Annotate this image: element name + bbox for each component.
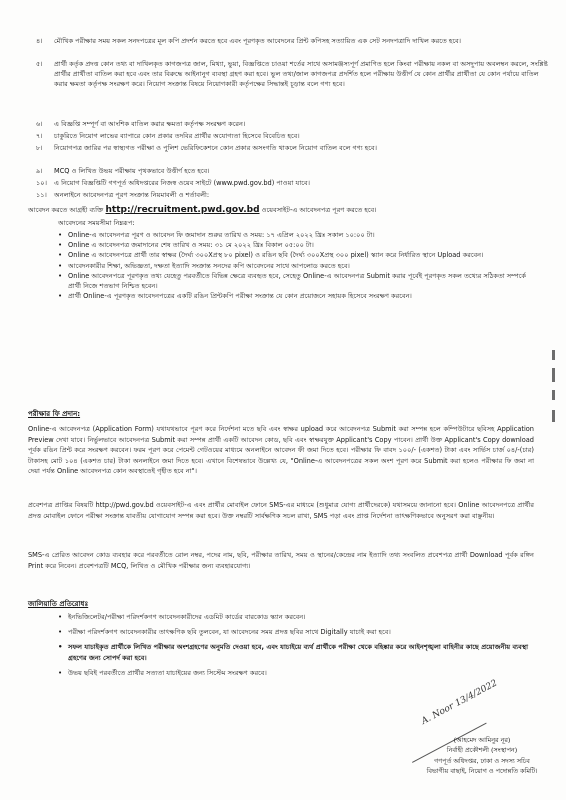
signatory-office: গণপূর্ত অধিদপ্তর, ঢাকা ও সদস্য সচিব: [434, 756, 530, 765]
bullet-text: সফল যাচাইকৃত প্রার্থীকে লিখিত পরীক্ষার অংশগ্রহণের অনুমতি দেওয়া হবে, এবং যাচাইয়ে ব্যর্থ প্রার্থীকে পরীক্ষা থেকে বহিষ্কার করে আইনশৃঙ্খলা বাহিনীর কাছে প্রয়োজনীয় ব্যবস্থা গ্রহণের জন্য সোপর্দ করা হবে।: [68, 643, 529, 662]
list-item: [58, 291, 528, 301]
bullet-icon: •: [58, 251, 63, 260]
list-item: [58, 612, 528, 622]
bullet-icon: •: [58, 628, 63, 637]
fraud-heading: জালিয়াতি প্রতিরোধঃ: [28, 600, 89, 608]
item-number: ৮।: [36, 144, 43, 152]
signature-initials: A. Noor: [420, 701, 456, 727]
list-item: [28, 143, 554, 166]
margin-mark: [552, 350, 555, 360]
list-item: [58, 240, 528, 250]
item-number: ১০।: [36, 179, 47, 187]
fee-paragraph: Online-এ আবেদনপত্র (Application Form) যথাযথভাবে পূরণ করে নির্দেশনা মতে ছবি এবং স্বাক্ষর upload করে আবেদনপত্র Submit করা সম্পন্ন হলে কম্পিউটারে ছবিসহ Application Preview দেখা যাবে। নির্ভুলভাবে আবেদনপত্র Submit করা সম্পন্ন প্রার্থী একটি আবেদন কোড, ছবি এবং স্বাক্ষরযুক্ত Applicant's Copy পাবেন। প্রার্থী উক্ত Applicant's Copy download পূর্বক রঙিন প্রিন্ট করে সংরক্ষণ করবেন। ফরম পূরণ করে পেমেন্ট গেটওয়ের মাধ্যমে অনলাইনে আবেদন ফী জমা দিতে হবে। পরীক্ষার ফি বাবদ ১০০/- (একশত) টাকা এবং সার্ভিস চার্জ ০৪/-(চার) টাকাসহ মোট ১০৪ (একশত চার) টাকা অনলাইনে জমা দিতে হবে। এখানে বিশেষভাবে উল্লেখ্য যে, "Online-এ আবেদনপত্রের সকল অংশ পূরণ করে Submit করা হলেও পরীক্ষার ফি জমা না দেয়া পর্যন্ত Online আবেদনপত্র কোন অবস্থাতেই গৃহীত হবে না"।: [28, 425, 534, 476]
bullet-text: Online-এ আবেদনপত্র পূরণ ও আবেদন ফি জমাদান শুরুর তারিখ ও সময়: ১৭ এপ্রিল ২০২২ খ্রিঃ সকাল ১০:০০ টা।: [68, 231, 375, 239]
margin-mark: [552, 410, 555, 422]
list-item: [58, 627, 528, 637]
admit-card-paragraph: প্রবেশপত্র প্রাপ্তির বিষয়টি http://pwd.gov.bd ওয়েবসাইট-এ এবং প্রার্থীর মোবাইল ফোনে SMS-এর মাধ্যমে (শুধুমাত্র যোগ্য প্রার্থীদেরকে) যথাসময়ে জানানো হবে। Online আবেদনপত্রে প্রার্থীর প্রদত্ত মোবাইল ফোনে পরীক্ষা সংক্রান্ত যাবতীয় যোগাযোগ সম্পন্ন করা হবে। উক্ত নম্বরটি সার্বক্ষণিক সচল রাখা, SMS পড়া এবং প্রাপ্ত নির্দেশনা তাৎক্ষণিকভাবে অনুসরণ করা বাঞ্ছনীয়।: [28, 501, 534, 520]
bullet-text: উভয় ছবিই পরবর্তীতে প্রার্থীর সত্যতা যাচাইয়ের জন্য সিস্টেম সংরক্ষণ করবে।: [68, 668, 267, 677]
bullet-text: প্রার্থী Online-এ পূরণকৃত আবেদনপত্রের একটি রঙিন প্রিন্টকপি পরীক্ষা সংক্রান্ত যে কোন প্রয়োজনে সহায়ক হিসেবে সংরক্ষণ করবেন।: [68, 292, 412, 301]
bullet-icon: •: [58, 643, 63, 652]
schedule-list: [58, 230, 528, 302]
list-item: [58, 668, 528, 678]
apply-pre: আবেদন করতে আগ্রহী ব্যক্তি: [28, 206, 104, 214]
bullet-text: আবেদনকারীর শিক্ষা, অভিজ্ঞতা, দক্ষতা ইত্যাদি সংক্রান্ত সনদের কপি আবেদনের সাথে আপলোড করতে হবে।: [68, 261, 350, 270]
signature-block: [402, 735, 562, 776]
bullet-icon: •: [58, 261, 63, 270]
list-item: [58, 230, 528, 240]
apply-line: [28, 204, 538, 218]
list-item: [28, 36, 554, 59]
signatory-committee: বিভাগীয় বাছাই, নিয়োগ ও পদোন্নতি কমিটি।: [426, 766, 538, 775]
bullet-text: Online এ আবেদনপত্রে প্রার্থী তার স্বাক্ষর (দৈর্ঘ্য ৩০০Xপ্রস্থ ৮০ pixel) ও রঙিন ছবি (দৈর্ঘ্য ৩০০Xপ্রস্থ ৩০০ pixel) স্ক্যান করে নির্ধারিত স্থানে Upload করবেন।: [68, 251, 484, 260]
item-text: এ নিয়োগ বিজ্ঞপ্তিটি গণপূর্ত অধিদপ্তরের নিজস্ব ওয়েব সাইটে (www.pwd.gov.bd) পাওয়া যাবে।: [54, 179, 310, 187]
list-item: [28, 178, 554, 190]
signature-date: 13/4/2022: [453, 678, 500, 709]
list-item: [28, 119, 554, 131]
item-number: ৯।: [36, 167, 43, 175]
signatory-title: নির্বাহী প্রকৌশলী (সংস্থাপন): [446, 746, 518, 755]
item-text: প্রার্থী কর্তৃক প্রদত্ত কোন তথ্য বা দাখিলকৃত কাগজপত্র জাল, মিথ্যা, ভুয়া, বিজ্ঞপ্তিতে চাওয়া শর্তের সাথে অসামঞ্জস্যপূর্ণ প্রমাণিত হলে কিংবা পরীক্ষায় নকল বা অসদুপায় অবলম্বন করলে, সংশ্লিষ্ট প্রার্থীর প্রার্থীতা বাতিল করা হবে এবং তার বিরুদ্ধে আইনানুগ ব্যবস্থা গ্রহণ করা হবে। ভুল তথ্য/জাল কাগজপত্র প্রদর্শিত হলে পরীক্ষায় উত্তীর্ণ যে কোন প্রার্থীর প্রার্থীতা যে কোন পর্যায়ে বাতিল করার ক্ষমতা কর্তৃপক্ষ সংরক্ষণ করে। নিয়োগ সংক্রান্ত বিষয়ে নিয়োগকারী কর্তৃপক্ষের সিদ্ধান্তই চূড়ান্ত বলে গণ্য হবে।: [54, 60, 548, 89]
signatory-name: (আহমেদ আমিনুর নূর): [453, 736, 511, 744]
bullet-icon: •: [58, 241, 63, 250]
list-item: [28, 166, 554, 178]
item-number: ৬।: [36, 120, 43, 128]
bullet-text: পরীক্ষা পরিদর্শকগণ আবেদনকারীর তাৎক্ষণিক ছবি তুলবেন, যা আবেদনের সময় প্রদত্ত ছবির সাথে Digitally যাচাই করা হবে।: [68, 628, 391, 637]
schedule-heading: আবেদনের সময়সীমা নিম্নরূপ:: [58, 219, 135, 227]
item-number: ৭।: [36, 132, 43, 140]
recruitment-link[interactable]: http://recruitment.pwd.gov.bd: [105, 205, 260, 215]
list-item: [58, 250, 528, 260]
list-item: [58, 261, 528, 271]
apply-post: ওয়েবসাইট-এ আবেদনপত্র পূরণ করতে হবে।: [261, 206, 377, 214]
item-text: এ বিজ্ঞপ্তি সম্পূর্ণ বা আংশিক বাতিল করার ক্ষমতা কর্তৃপক্ষ সংরক্ষণ করেন।: [54, 120, 246, 128]
list-item: [58, 271, 528, 291]
item-number: ৪।: [36, 37, 43, 45]
list-item: [58, 642, 528, 662]
list-item: [28, 59, 554, 119]
list-item: [28, 190, 554, 202]
item-text: নিয়োগপত্র জারির পর স্বাস্থ্যগত পরীক্ষা ও পুলিশ ভেরিফিকেশনে কোন প্রকার অসংগতি থাকলে নিয়োগ বাতিল বলে গণ্য হবে।: [54, 144, 377, 152]
item-text: অনলাইনে আবেদনপত্র পূরণ সংক্রান্ত নিয়মাবলী ও শর্তাবলী:: [54, 191, 210, 199]
handwritten-initials: [420, 678, 499, 726]
item-number: ৫।: [36, 60, 43, 68]
bullet-text: ইনভিজিলেটর/পরীক্ষা পরিদর্শকগণ আবেদনকারীদের এডমিট কার্ডের বারকোড স্ক্যান করবেন।: [68, 613, 306, 621]
item-text: মৌখিক পরীক্ষার সময় সকল সনদপত্রের মূল কপি প্রদর্শন করতে হবে এবং পূরণকৃত আবেদনের প্রিন্ট কপিসহ সত্যায়িত এক সেট সনদপত্রাদি দাখিল করতে হবে।: [54, 37, 462, 45]
bullet-icon: •: [58, 231, 63, 239]
margin-mark: [552, 368, 555, 382]
sms-paragraph: SMS-এ প্রেরিত আবেদন কোড ব্যবহার করে পরবর্তীতে রোল নম্বর, পদের নাম, ছবি, পরীক্ষার তারিখ, সময় ও স্থানের/কেন্দ্রের নাম ইত্যাদি তথ্য সংবলিত প্রবেশপত্র প্রার্থী Download পূর্বক রঙ্গিন Print করে নিবেন। প্রবেশপত্রটি MCQ, লিখিত ও মৌখিক পরীক্ষার জন্য ব্যবহারযোগ্য।: [28, 551, 534, 570]
bullet-icon: •: [58, 613, 63, 621]
fraud-list: [58, 612, 528, 678]
bullet-text: Online আবেদনপত্রে পূরণকৃত তথ্য যেহেতু পরবর্তীতে বিভিন্ন ক্ষেত্রে ব্যবহৃত হবে, সেহেতু Online-এ আবেদনপত্র Submit করার পূর্বেই পূরণকৃত সকল তথ্যের সঠিকতা সম্পর্কে প্রার্থী নিজে শতভাগ নিশ্চিত হবেন।: [68, 271, 527, 291]
item-text: চাকুরিতে নিয়োগ লাভের ব্যাপারে কোন প্রকার তদবির প্রার্থীর অযোগ্যতা হিসেবে বিবেচিত হবে।: [54, 132, 300, 140]
margin-mark: [552, 390, 555, 400]
fee-heading: পরীক্ষার ফি প্রদান:: [28, 410, 81, 418]
bullet-text: Online এ আবেদনপত্র জমাদানের শেষ তারিখ ও সময়: ৩১ মে ২০২২ খ্রিঃ বিকাল ০৫:০০ টা।: [68, 241, 314, 250]
bullet-icon: •: [58, 271, 63, 280]
terms-list: [28, 36, 554, 202]
item-number: ১১।: [36, 191, 47, 199]
list-item: [28, 131, 554, 143]
bullet-icon: •: [58, 292, 63, 301]
item-text: MCQ ও লিখিত উভয় পরীক্ষায় পৃথকভাবে উত্তীর্ণ হতে হবে।: [54, 167, 210, 175]
bullet-icon: •: [58, 668, 63, 677]
